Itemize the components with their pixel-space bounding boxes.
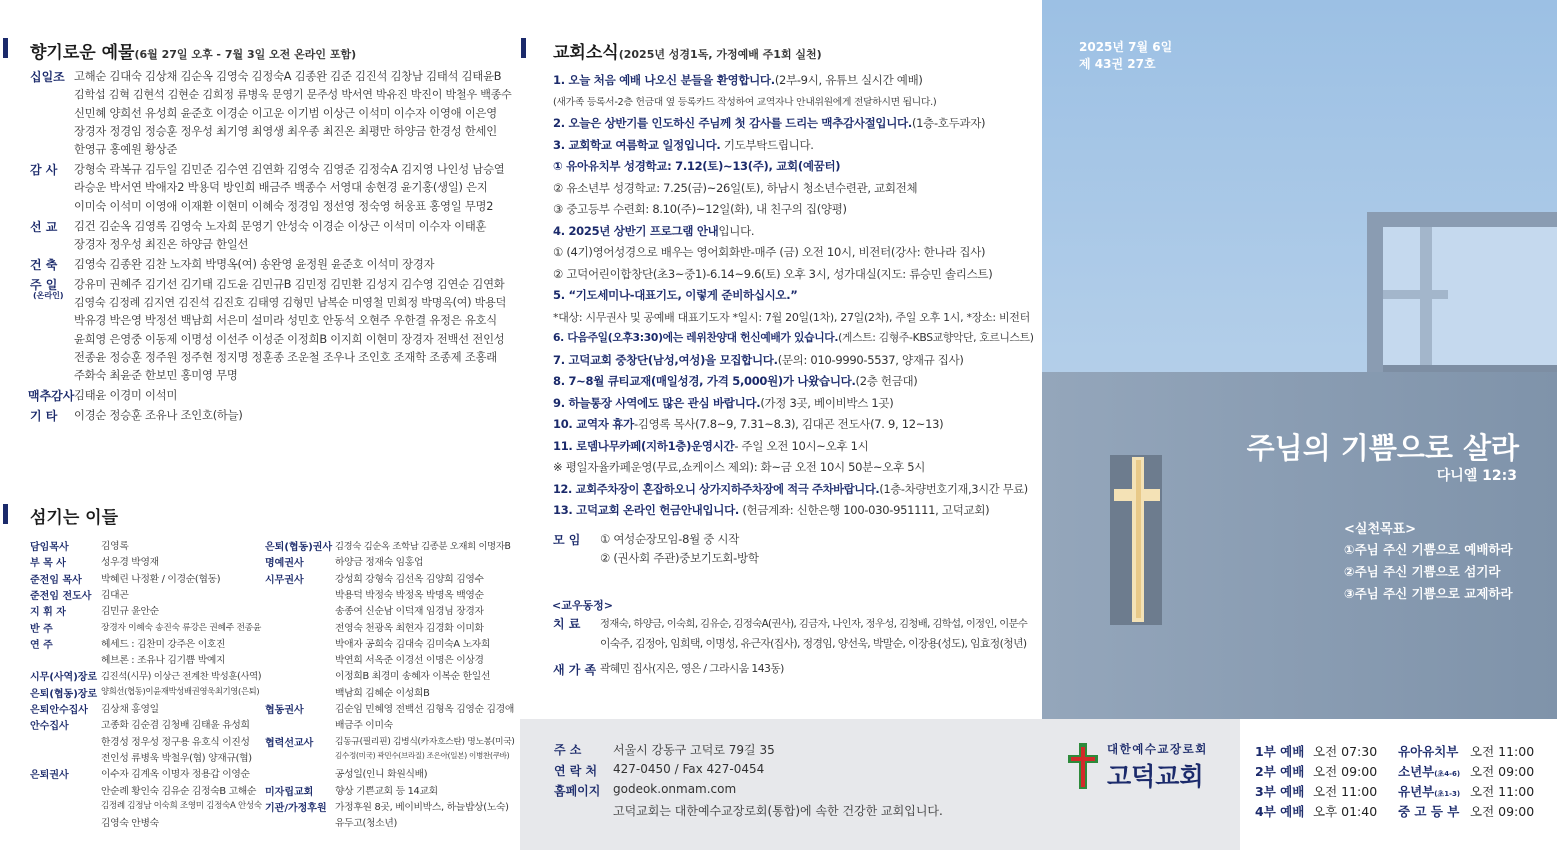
news-item-detail: (2층 헌금대) [855,374,918,388]
service-time: 오전 07:30 [1313,744,1378,759]
service-time: 오후 01:40 [1313,804,1378,819]
address-label: 주 소 [554,743,582,757]
news-item-detail: (2부-9시, 유튜브 실시간 예배) [774,73,923,87]
department-time: 오전 11:00 [1470,744,1535,759]
service-name: 3부 예배 [1255,784,1305,799]
offering-names: 김영숙 김종완 김찬 노자희 박명옥(여) 송완영 윤정원 윤준호 이석미 장경자 [74,257,435,271]
news-item-headline: 12. 교회주차장이 혼잡하오니 상가지하주차장에 적극 주차바랍니다. [553,482,880,496]
news-item-headline: 5. “기도세미나-대표기도, 이렇게 준비하십시오.” [553,288,798,302]
news-item-headline: ① 유아유치부 성경학교: 7.12(토)~13(주), 교회(예꿈터) [553,159,841,173]
server-role-label: 협동권사 [265,705,304,716]
news-item-detail: (게스트: 김형주-KBS교향악단, 호르니스트) [838,331,1034,344]
bulletin-issue: 제 43권 27호 [1079,57,1156,71]
news-item-headline: 6. 다음주일(오후3:30)에는 레위찬양대 헌신예배가 있습니다. [553,331,839,344]
server-role-label: 은퇴안수집사 [30,705,88,716]
news-item-detail: (헌금계좌: 신한은행 100-030-951111, 고덕교회) [738,503,990,517]
goal-item: ②주님 주신 기쁨으로 섬기라 [1344,564,1501,579]
news-item-detail: (1층-호두과자) [911,116,986,130]
server-names: 장경자 이혜숙 송진숙 류강은 권혜주 전종윤 [101,622,262,633]
offering-names: 박유경 박은영 박정선 백남희 서은미 설미라 성민호 안동석 오현주 우한결 유정은 유호식 [74,314,497,328]
worship-schedule [1240,719,1557,850]
homepage-label: 홈페이지 [554,784,601,798]
news-item [553,158,840,174]
news-item [553,309,1030,325]
offering-title: 향기로운 예물(6월 27일 오후 - 7월 3일 오전 온라인 포함) [30,43,357,63]
department-name [1398,742,1458,760]
newfamily-text: 곽혜민 집사(지은, 영은 / 그라시움 143동) [600,662,784,675]
offering-names: 고해순 김대숙 김상채 김순옥 김영숙 김정숙A 김종완 김준 김진석 김창남 김태석 김태윤B [74,70,502,83]
news-item-headline: 1. 오늘 처음 예배 나오신 분들을 환영합니다. [553,73,775,87]
homepage-link[interactable]: godeok.onmam.com [613,782,737,796]
department-label: 유년부 [1398,784,1435,799]
news-item-headline: 7. 고덕교회 중창단(남성,여성)을 모집합니다. [553,352,778,367]
news-item-headline: 4. 2025년 상반기 프로그램 안내 [553,223,719,238]
department-grade: (초1-3) [1434,790,1461,798]
news-title: 교회소식(2025년 성경1독, 가정예배 주1회 실천) [553,43,822,63]
cover-verse: 다니엘 12:3 [1436,468,1517,484]
phone: 427-0450 / Fax 427-0454 [613,762,765,776]
server-names: 가정후원 8곳, 베이비박스, 하늘밥상(노숙) [335,801,509,813]
news-item [553,244,985,260]
server-role-label: 준전임 전도사 [30,590,92,602]
server-names: 강성희 강형숙 김선옥 김양희 김영수 [335,573,484,585]
news-item-headline: 9. 하늘통장 사역에도 많은 관심 바랍니다. [553,395,761,410]
server-role-label: 은퇴(협동)장로 [30,688,98,700]
news-item-headline: 3. 교회학교 여름학교 일정입니다. [553,137,721,152]
offering-names: 라승운 박서연 박애자2 박용덕 방인희 배금주 백종수 서영대 송현경 윤기홍(생일) 은지 [74,181,488,195]
offering-group-label: 주 일 [30,277,58,292]
department-time: 오전 09:00 [1470,764,1535,779]
server-names: 전영숙 천광옥 최현자 김경화 이미화 [335,622,484,634]
offering-names: 신민혜 양희선 유성희 윤준호 이경순 이고운 이기범 이상근 이석미 이수자 이영애 이은영 [74,106,497,120]
meeting-line: ① 여성순장모임-8월 중 시작 [600,532,740,546]
offering-names: 김영숙 김정례 김지연 김진석 김진호 김태영 김형민 남복순 미영철 민희정 박명옥(여) 박용덕 [74,296,507,309]
section-bar [3,38,8,58]
server-role-label: 반 주 [30,623,53,635]
news-item-detail: ③ 중고등부 수련회: 8.10(주)~12일(화), 내 친구의 집(양평) [553,202,847,216]
news-item-headline: 11. 로뎀나무카페(지하1층)운영시간 [553,438,735,453]
server-role-label: 안수집사 [30,721,69,733]
service-time: 오전 09:00 [1313,764,1378,779]
offering-names: 윤희영 은영중 이동제 이명성 이선주 이성준 이정희B 이지희 이현미 장경자 전백선 전인성 [74,332,505,346]
department-label: 중 고 등 부 [1398,804,1460,819]
department-time: 오전 09:00 [1470,804,1535,819]
service-name: 1부 예배 [1255,744,1305,759]
offering-names: 김건 김순옥 김영록 김영숙 노자희 문영기 안성숙 이경순 이상근 이석미 이수자 이태훈 [74,219,487,233]
server-names: 하양금 정재숙 임홍업 [335,557,424,569]
footer [520,719,1240,850]
server-role-label: 기관/가정후원 [265,802,327,814]
news-item [553,287,798,303]
server-names: 헤세드 : 김찬미 강주은 이호진 [101,638,226,650]
goal-item: ③주님 주신 기쁨으로 교제하라 [1344,586,1513,601]
meeting-label: 모 임 [553,533,581,547]
pastoral-title: <교우동정> [552,599,613,612]
offering-group-label: 감 사 [30,163,58,178]
server-names: 이수자 김계옥 이명자 정용갑 이영순 [101,769,250,781]
service-name: 2부 예배 [1255,764,1305,779]
server-names: 박용덕 박정숙 박정옥 박명옥 백영순 [335,589,484,601]
server-role-label: 연 주 [30,639,53,651]
cover-theme: 주님의 기쁨으로 살라 [1246,431,1519,465]
denomination: 대한예수교장로회 [1107,742,1208,756]
goals-title: <실천목표> [1344,522,1417,537]
server-names: 안순례 황인숙 김유순 김정숙B 고해순 [101,785,257,797]
server-names: 헤브론 : 조유나 김기쁨 박예지 [101,655,226,667]
server-names: 김영숙 안병숙 [101,818,159,830]
service-time: 오전 11:00 [1313,784,1378,799]
address: 서울시 강동구 고덕로 79길 35 [613,743,775,757]
server-names: 김민규 윤안순 [101,606,159,618]
department-name [1398,762,1460,780]
news-item-detail: (가정 3곳, 베이비박스 1곳) [760,395,894,410]
meeting-line: ② (권사회 주관)중보기도회-방학 [600,551,759,565]
offering-names: 주화숙 최윤준 한보민 홍미영 무명 [74,369,238,383]
offering-names: 강유미 권혜주 김기선 김기태 김도윤 김민규B 김민정 김민환 김성지 김수영 김연순 김연화 [74,277,505,291]
server-role-label: 협력선교사 [265,737,314,749]
news-item [553,438,868,454]
server-role-label: 부 목 사 [30,558,66,570]
treatment-label: 치 료 [553,617,581,631]
server-names: 양희선(협동)이윤재박성배권영욱최기영(은퇴) [101,685,260,696]
offering-group-label: 기 타 [30,409,58,423]
server-names: 한경성 정우성 정구용 유호식 이진성 [101,736,250,748]
news-item [553,352,964,368]
bulletin-date: 2025년 7월 6일 [1079,40,1173,54]
news-item [553,115,985,131]
news-item [553,180,917,196]
department-grade: (초4-6) [1434,770,1461,778]
server-names: 김정례 김정남 이숙희 조영미 김정숙A 안성숙 [101,800,262,811]
server-names: 김진석(시무) 이상근 전계찬 박성훈(사역) [101,671,262,683]
department-label: 소년부 [1398,764,1435,779]
server-role-label: 준전임 목사 [30,574,82,586]
department-name [1398,802,1459,820]
server-role-label: 지 휘 자 [30,607,66,619]
server-names: 박혜린 나정환 / 이경순(협동) [101,573,221,585]
server-names: 배금주 이미숙 [335,720,393,732]
newfamily-label: 새 가 족 [553,663,597,677]
server-names: 박애자 공희숙 김대숙 김미숙A 노자희 [335,638,491,650]
offering-names: 한영규 홍예원 황상준 [74,143,178,157]
news-item [553,201,847,217]
news-item-headline: 2. 오늘은 상반기를 인도하신 주님께 첫 감사를 드리는 맥추감사절입니다. [553,116,912,130]
cross-logo-icon [1065,741,1101,791]
server-names: 공성일(인니 화원식배) [335,769,428,781]
server-names: 김대곤 [101,589,129,601]
phone-label: 연 락 처 [554,764,598,778]
service-name: 4부 예배 [1255,804,1305,819]
server-names: 김동규(필리핀) 김병식(카자흐스탄) 명노봉(미국) [335,736,515,747]
news-item [553,416,943,432]
tagline: 고덕교회는 대한예수교장로회(통합)에 속한 건강한 교회입니다. [613,804,943,818]
news-item-detail: -김영록 목사(7.8~9, 7.31~8.3), 김대곤 전도사(7. 9, 12~13) [633,417,944,431]
news-item-headline: 8. 7~8월 큐티교재(매일성경, 가격 5,000원)가 나왔습니다. [553,374,856,388]
news-item-detail: ① (4기)영어성경으로 배우는 영어회화반-매주 (금) 오전 10시, 비전터(강사: 한나라 집사) [553,245,986,259]
news-item [553,373,918,389]
news-item [553,395,893,411]
department-time: 오전 11:00 [1470,784,1535,799]
news-item-detail: ② 유소년부 성경학교: 7.25(금)~26일(토), 하남시 청소년수련관, 교회전체 [553,180,918,195]
church-logo [1065,741,1235,791]
offering-names: 이미숙 이석미 이영애 이재환 이현미 이혜숙 정경임 정선영 정숙영 허웅표 홍영일 무명2 [74,199,494,213]
news-item [553,94,936,108]
offering-group-label: 맥추감사 [28,389,75,404]
news-item-detail: (1층-차량번호기재,3시간 무료) [879,482,1028,496]
offering-names: 강형숙 곽복규 김두일 김민준 김수연 김연화 김영숙 김영준 김정숙A 김지영 나인성 남승열 [74,163,505,177]
offering-group-label: 선 교 [30,219,58,234]
server-names: 송종여 신순남 이덕재 임경님 장경자 [335,606,484,618]
server-names: 김상채 홍영일 [101,704,159,715]
treatment-line: 이숙주, 김정아, 임희택, 이명성, 유근자(집사), 정경임, 양선욱, 박말순, 이장용(성도), 임효정(청년) [600,637,1027,650]
news-item-detail: - 주일 오전 10시~오후 1시 [734,438,869,453]
news-item [553,72,923,88]
news-item-detail: 기도부탁드립니다. [720,137,814,152]
news-item [553,459,925,475]
goal-item: ①주님 주신 기쁨으로 예배하라 [1344,542,1513,557]
offering-names: 장경자 정우성 최진온 하양금 한일선 [74,237,249,251]
server-role-label: 시무권사 [265,574,304,586]
server-names: 박연희 서옥준 이경선 이명은 이상경 [335,655,484,667]
offering-group-sublabel: (온라인) [33,290,64,300]
cover-illustration [1042,0,1557,719]
server-names: 백남희 김혜순 이성희B [335,687,430,699]
servers-title: 섬기는 이들 [30,508,119,528]
news-item [553,266,992,282]
department-name [1398,782,1460,800]
server-role-label: 은퇴권사 [30,770,69,782]
news-item [553,223,754,239]
news-item-detail: *대상: 시무권사 및 공예배 대표기도자 *일시: 7월 20일(1차), 27일(2차), 주일 오후 1시, *장소: 비전터 [553,310,1030,324]
server-names: 이정희B 최경미 송혜자 이복순 한일선 [335,671,491,683]
server-names: 전인성 류병욱 박철우(협) 양재규(협) [101,752,252,764]
server-names: 향상 기쁜교회 등 14교회 [335,785,438,797]
cover-panel [1042,0,1557,719]
news-item-detail: (문의: 010-9990-5537, 양재규 집사) [777,352,964,367]
server-role-label: 시무(사역)장로 [30,672,98,684]
section-bar [521,38,526,58]
news-item [553,330,1034,345]
offering-names: 김태윤 이경미 이석미 [74,389,178,403]
news-item [553,137,814,153]
news-item [553,502,989,518]
server-names: 김영록 [101,541,129,552]
server-role-label: 미자립교회 [265,786,314,798]
news-item-detail: ※ 평일자율카페운영(무료,쇼케이스 제외): 화~금 오전 10시 50분~오후 5시 [553,460,926,474]
server-names: 김수정(미국) 곽민수(브라질) 조은아(일본) 이병찬(쿠바) [335,750,510,760]
server-names: 김순임 민혜영 전백선 김형옥 김영순 김경애 [335,704,515,715]
offering-names: 장경자 정경임 정승훈 정우성 최기영 최영생 최우종 최진온 최평만 하양금 한경성 한세인 [74,124,497,138]
offering-names: 전종윤 정승훈 정주원 정주현 정지명 정훈종 조운철 조우나 조인호 조재학 조종제 조홍래 [74,350,497,364]
server-names: 성우경 박영재 [101,557,159,569]
server-names: 유두고(청소년) [335,818,398,830]
server-names: 김경숙 김순옥 조학남 김종분 오재희 이명자B [335,541,511,552]
department-label: 유아유치부 [1398,744,1459,759]
offering-group-label: 십일조 [30,70,65,84]
server-role-label: 명예권사 [265,558,304,570]
offering-group-label: 건 축 [30,257,58,272]
server-role-label: 담임목사 [30,542,69,553]
news-item-detail: ② 고덕어린이합창단(초3~중1)-6.14~9.6(토) 오후 3시, 성가대실(지도: 류승민 솔리스트) [553,266,993,281]
church-name: 고덕교회 [1107,762,1204,791]
news-item-headline: 13. 고덕교회 온라인 헌금안내입니다. [553,503,739,517]
news-item-headline: 10. 교역자 휴가 [553,417,634,431]
server-names: 고종화 김순겸 김청배 김태윤 유성희 [101,720,250,732]
news-item [553,481,1028,497]
section-bar [3,504,8,524]
offering-names: 김학섭 김혁 김현석 김현순 김희정 류병욱 문영기 문주성 박서연 박유진 박진이 박철우 백종수 [74,88,512,102]
server-role-label: 은퇴(협동)권사 [265,542,333,553]
news-item-detail: 입니다. [718,223,755,238]
treatment-line: 정재숙, 하양금, 이숙희, 김유순, 김정숙A(권사), 김금자, 나인자, 정우성, 김청배, 김학섭, 이정인, 이문수 [600,618,1028,630]
offering-names: 이경순 정승훈 조유나 조인호(하늘) [74,409,243,422]
news-item-detail: (새가족 등록서-2층 헌금대 옆 등록카드 작성하여 교역자나 안내위원에게 전달하시면 됩니다.) [553,96,937,108]
